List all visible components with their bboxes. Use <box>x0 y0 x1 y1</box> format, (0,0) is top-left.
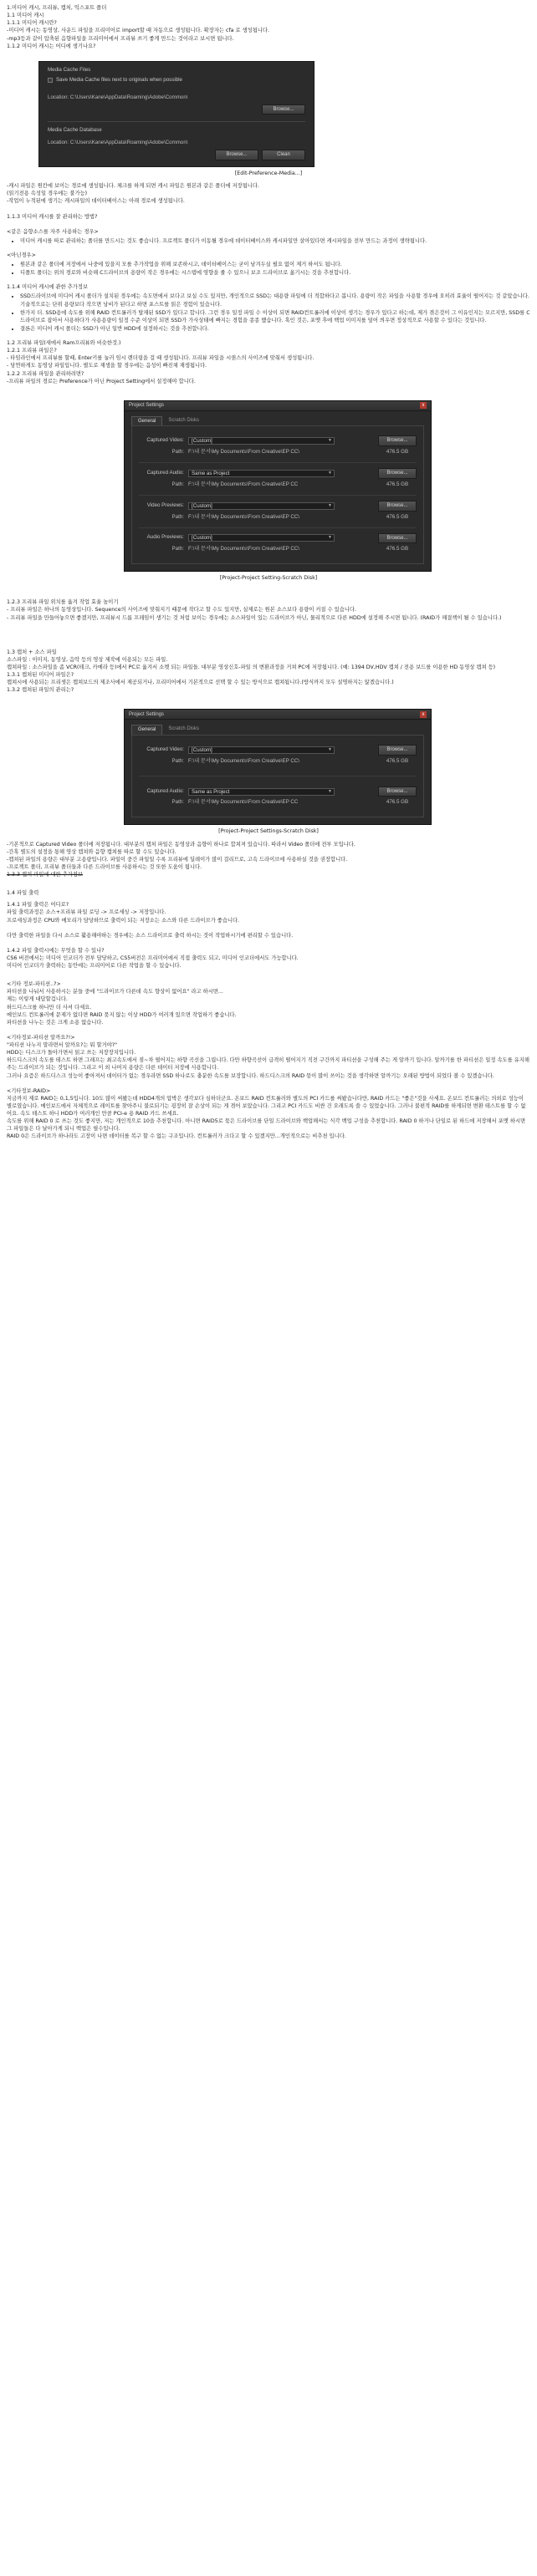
path-value: F:\내 문서\My Documents\From Creative\EP CC <box>188 481 299 487</box>
captured-audio-select[interactable]: Same as Project ▼ <box>188 470 335 477</box>
media-cache-panel <box>38 61 315 167</box>
paragraph: 지금까지 제로 RAID는 0,1,5입니다. 10도 많이 써봤는데 HDD4개의 압박은 생각보다 심하더군요. 온보드 RAID 컨트롤러와 별도의 PCI 카드를 써봤습니다만, RAID 카드는 "좋은"것을 사세요. 온보드 컨트롤러는 의외로 성능이 별로였습니다. 메인보드에서 자체적으로 레이트를 찾아주니 불로되기는 굉장히 잘 손상이 되는 게 겪어 보았습니다. 그리고 PCI 카드도 비싼 건 오래도록 쓸 수 있었습니다. 그러나 불편적 RAID를 하게되면 변환 테스트를 할 수 없어요. 속도 테스트 하니 HDD가 여러개인 만큼 PCI-e 용 RAID 카드 쓰세요. <box>7 1095 526 1117</box>
disk-size: 476.5 GB <box>386 799 409 806</box>
setting-label: Captured Video: <box>146 437 184 444</box>
media-cache-files-title: Media Cache Files <box>48 66 91 73</box>
subheading: <기타정보-파티션 알까요?!> <box>7 1034 75 1041</box>
project-settings-dialog <box>124 400 432 572</box>
setting-label: Captured Audio: <box>146 470 184 476</box>
heading-1-4-1: 1.4.1 파일 출력은 어디로? <box>7 902 69 909</box>
disk-size: 476.5 GB <box>386 481 409 487</box>
paragraph: - 당연하게도 동영상 파일입니다. 별도로 재생을 할 경우에는 음성이 빠진채 재생됩니다. <box>7 363 207 369</box>
section-output-options <box>7 947 530 970</box>
paragraph: -프리뷰 파일의 경로는 Preference가 아닌 Project Setting에서 설정해야 합니다. <box>7 378 196 384</box>
chevron-down-icon: ▼ <box>328 502 332 508</box>
section-capture <box>7 649 530 695</box>
tab-general[interactable]: General <box>131 416 162 426</box>
paragraph: -캡쳐된 파일의 용량은 대부분 고용량입니다. 파일이 중간 파일일 수록 프리뷰에 딜레이가 많이 걸리므로, 고속 드라이브에 사용하실 것을 권장합니다. <box>7 856 348 863</box>
paragraph: -작업이 누적된에 생기는 캐시파일의 데이터베이스는 아래 경로에 생성됩니다. <box>7 198 185 205</box>
browse-button[interactable]: Browse... <box>378 533 417 544</box>
chevron-down-icon: ▼ <box>328 535 332 541</box>
chevron-down-icon: ▼ <box>328 471 332 476</box>
paragraph: 그러나 요즘은 하드디스크 성능이 좋아져서 데이터가 없는 경우라면 SSD 하나로도 충분한 속도를 보장합니다. 하드디스크의 RAID 묶이 많이 쓰이는 것을 생각하면 알까기는 오래된 방법이 되었다 볼 수 있겠습니다. <box>7 1072 494 1079</box>
bullet-list <box>7 237 530 245</box>
browse-button[interactable]: Browse... <box>378 435 417 446</box>
paragraph: 프로세싱과정은 CPU와 메모리가 담당하므로 출력이 되는 저장소는 소스와 다른 드라이브가 좋습니다. <box>7 917 240 924</box>
db-browse-button[interactable]: Browse... <box>215 150 258 160</box>
heading-1-4-2: 1.4.2 파일 출력시에는 무엇을 할 수 있나? <box>7 947 105 954</box>
media-cache-db-title: Media Cache Database <box>48 127 102 134</box>
section-output <box>7 889 530 924</box>
path-value: F:\내 문서\My Documents\From Creative\EP CC\ <box>188 449 299 456</box>
paragraph: HDD는 디스크가 돌아가면서 읽고 쓰는 저장장치입니다. <box>7 1050 136 1056</box>
video-previews-group: Video Previews: [Custom] ▼ Browse... Path: F:\내 문서\My Documents\From Creative\EP CC\ 476.5 GB <box>139 496 417 528</box>
browse-button[interactable]: Browse... <box>378 787 417 797</box>
heading-1-2-1: 1.2.1 프리뷰 파일은? <box>7 348 57 354</box>
paragraph: - 프리뷰 파일은 하나의 동영상입니다. Sequence의 사이즈에 맞춰지기 때문에 작다고 할 수도 있지만, 실제로는 원본 소스보다 용량이 커질 수 있습니다. <box>7 607 357 613</box>
chevron-down-icon: ▼ <box>328 746 332 752</box>
list-item: • 디폴트 폴더는 위의 경로와 비슷해 C드라이브의 용량이 작은 경우에는 시스템에 영향을 줄 수 있으니 보조 드라이브로 옮기시는 것을 추천합니다. <box>20 269 530 277</box>
tab-scratch-disks[interactable]: Scratch Disks <box>168 726 200 732</box>
paragraph: 파티션을 나누는 것은 크게 소용 없습니다. <box>7 1019 104 1026</box>
heading-1-3-1: 1.3.1 캡쳐된 미디어 파일은? <box>7 672 74 679</box>
location-label: Location: <box>48 140 69 146</box>
list-item: • 한가지 더. SSD용에 속도를 위해 RAID 컨트롤러가 탑재된 SSD가 있다고 합니다. 그런 경우 일정 파일 수 이상이 되면 RAID컨트롤러에 이상이 생기는 경우가 있다고 하는데, 제가 겪은것이 그 이유인지는 모르지만, SSD를 C드라이브로 잡아서 사용하다가 사용용량이 일정 수준 이상이 되면 SSD가 가사상태에 빠지는 경험을 종종 했습니다. 혹인 것은, 포맷 후에 백업 이미지를 덮어 씌우면 정상적으로 사용할 수 있다는 것입니다. <box>20 309 530 324</box>
save-next-to-originals-checkbox[interactable] <box>48 78 53 83</box>
browse-button[interactable]: Browse... <box>378 745 417 756</box>
heading-1-2-3: 1.2.3 프리뷰 파일 위치를 옮겨 작업 효율 높이기 <box>7 599 119 606</box>
intro-section <box>7 4 530 50</box>
heading-1-4: 1.4 파일 출력 <box>7 890 39 897</box>
disk-size: 476.5 GB <box>386 449 409 456</box>
audio-previews-group: Audio Previews: [Custom] ▼ Browse... Path: F:\내 문서\My Documents\From Creative\EP CC\ 476.5 GB <box>139 528 417 560</box>
captured-audio-group: Captured Audio: Same as Project ▼ Browse... Path: F:\내 문서\My Documents\From Creative\EP CC 476.5 GB <box>139 776 417 813</box>
tab-scratch-disks[interactable]: Scratch Disks <box>168 417 200 423</box>
list-item: • 원본과 같은 폴더에 저장에서 나중에 있을지 모를 추가작업을 위해 보존하시고, 데이터베이스는 굳이 남겨두실 필요 없이 제거 하셔도 됩니다. <box>20 261 530 268</box>
disk-size: 476.5 GB <box>386 546 409 552</box>
paragraph: - 타임라인에서 프리뷰를 할때, Enter키를 눌러 임시 렌더링을 걸 때 생성됩니다. 프리뷰 파일을 시퀀스의 사이즈에 맞춰서 생성됩니다. <box>7 355 315 362</box>
captured-audio-select[interactable]: Same as Project ▼ <box>188 788 335 796</box>
list-item: • SSD드라이브에 미디어 캐시 폴더가 설치된 경우에는 속도면에서 보다고 보실 수도 있지만, 개인적으로 SSD는 대용량 파일에 더 적합하다고 봅니다. 용량이 작은 파일을 사용할 경우에 오히려 효율이 떨어지는 것 같았습니다. 기술적으로는 단위 용량보다 작으면 낭비가 된다고 하면 포스트를 읽은 경험이 있습니다. <box>20 293 530 308</box>
section-short-stroking <box>7 1034 530 1080</box>
subheading: <기타정보-RAID> <box>7 1087 51 1094</box>
paragraph: CS6 버전에서는 미디어 인코더가 전부 담당하고, CS5버전은 프리미어에서 직접 출력도 되고, 미디어 인코더에서도 가능합니다. <box>7 955 299 961</box>
paragraph: 캡쳐시에 사용되는 프리셋은 캡쳐보드의 제조사에서 제공되거나, 프리미어에서 기본적으로 선택 할 수 있는 방식으로 캡쳐됩니다.(방식까지 모두 설명하지는 않겠습니다.) <box>7 680 394 686</box>
browse-button[interactable]: Browse... <box>378 501 417 512</box>
chevron-down-icon: ▼ <box>328 788 332 794</box>
setting-label: Audio Previews: <box>146 534 184 541</box>
list-item: • 결론은 미디어 캐시 폴더는 SSD가 아닌 일반 HDD에 설정하시는 것을 추천합니다. <box>20 325 530 333</box>
dialog-title: Project Settings <box>129 402 165 408</box>
bullet-list <box>7 293 530 333</box>
paragraph: -프로젝트 폴더, 프리뷰 폴더들과 다른 드라이브를 사용하시는 것 또한 도움이 됩니다. <box>7 863 202 870</box>
paragraph: "파티션 나누지 말라면서 알까요?는 뭐 할거야?" <box>7 1042 117 1049</box>
heading-1-1-3: 1.1.3 미디어 캐시를 잘 관리하는 방법? <box>7 213 98 220</box>
section-preview <box>7 339 530 385</box>
path-value: F:\내 문서\My Documents\From Creative\EP CC\ <box>188 513 299 520</box>
captured-video-group: Captured Video: [Custom] ▼ Browse... Path: F:\내 문서\My Documents\From Creative\EP CC\ 476.5 GB <box>139 430 417 463</box>
tab-general[interactable]: General <box>131 725 162 735</box>
disk-size: 476.5 GB <box>386 757 409 764</box>
section-raid <box>7 1087 530 1141</box>
paragraph: 메인보드 컨트롤러에 문제가 없다면 RAID 묶지 않는 이상 HDD가 여러개 있으면 작업하기 좋습니다. <box>7 1011 237 1018</box>
close-icon[interactable]: x <box>420 711 427 718</box>
subheading: <기타 정보-파티션..?> <box>7 981 61 988</box>
browse-button[interactable]: Browse... <box>378 468 417 479</box>
heading-1-1: 1.1 미디어 캐시 <box>7 13 44 19</box>
paragraph: 소스파일 : 이미지, 동영상, 음악 등의 영상 제작에 이용되는 모든 파일. <box>7 656 168 663</box>
path-value: F:\내 문서\My Documents\From Creative\EP CC\ <box>188 546 299 552</box>
close-icon[interactable]: x <box>420 402 427 409</box>
paragraph: 미디어 인코더가 출력하는 동안에는 프리미어로 다른 작업을 할 수 있습니다. <box>7 963 182 970</box>
checkbox-label: Save Media Cache files next to originals when possible <box>56 76 182 83</box>
dialog-title: Project Settings <box>129 711 165 717</box>
project-settings-dialog-2 <box>124 709 432 825</box>
captured-video-group: Captured Video: [Custom] ▼ Browse... Path: F:\내 문서\My Documents\From Creative\EP CC\ 476.5 GB <box>139 740 417 776</box>
video-previews-select[interactable]: [Custom] ▼ <box>188 502 335 510</box>
setting-label: Captured Audio: <box>146 787 184 794</box>
paragraph: 파티션을 나눠서 사용하시는 분들 중에 "드라이브가 다른데 속도 향상이 없어요" 라고 하시면... <box>7 989 223 995</box>
db-location-path: C:\Users\Kane\AppData\Roaming\Adobe\Common\ <box>69 140 188 146</box>
paragraph: 파일 출력과정은 소스+프리뷰 파일 로딩 -> 프로세싱 -> 저장입니다. <box>7 909 166 916</box>
list-item: • 미디어 캐시를 따로 관리하는 폴더를 만드시는 것도 좋습니다. 프로젝트 폴더가 이동될 경우에 데이터베이스와 캐시파일만 살아있다면 캐시파일을 전부 만드는 과정이 생략됩니다. <box>20 237 530 245</box>
paragraph: 속도를 위해 RAID 0 로 쓰는 것도 좋지만, 저는 개인적으로 10을 추천합니다. 아니면 RAID5로 묶은 드라이브를 단일 드라이브와 백업해서는 식각 백업 구성을 추천합니다. RAID 0 하거나 단일로 된 하드에 저장해서 포맷 하시면 그 파일들은 다 날아가게 되니 백업은 필수입니다. <box>7 1118 526 1133</box>
heading-1: 1.미디어 캐시, 프리뷰, 캡처, 익스포트 폴더 <box>7 5 107 11</box>
paragraph: 제는 이렇게 대답할겁니다. <box>7 996 68 1003</box>
paragraph: - 프리뷰 파일을 만들어놓으면 좋겠지만, 프리뷰시 드롭 프레임이 생기는 것 처럼 보이는 경우에는 소스파일이 있는 드라이브가 아닌, 물리적으로 다른 HDD에 설정해 주시면 됩니다. (RAID가 해결책이 될 수 있습니다.) <box>7 614 502 621</box>
figure-caption: [Project-Project Setting-Scratch Disk] <box>219 575 318 582</box>
paragraph: 다만 출력한 파일을 다시 소스로 활용해야하는 경우에는 소스 드라이브로 출력 하시는 것이 작업하시기에 편리할 수 있습니다. <box>7 932 294 939</box>
heading-1-3-3: 1.3.3 캡쳐 파일에 대한 추가정보 <box>7 872 83 878</box>
paragraph: 하드디스크를 하나만 더 사셔 다세요. <box>7 1004 92 1011</box>
section-partition <box>7 980 530 1026</box>
paragraph: (읽기전용 속성일 경우에는 불가능) <box>7 191 88 197</box>
section-cache-location <box>7 182 530 205</box>
document-page <box>0 0 537 1141</box>
location-label: Location: <box>48 94 69 100</box>
captured-video-select[interactable]: [Custom] ▼ <box>188 437 335 445</box>
figure-caption: [Project-Project Settings-Scratch Disk] <box>218 828 319 835</box>
section-capture-management <box>7 841 530 879</box>
paragraph: -간혹 별도의 설정을 통해 영상 캡쳐와 음향 캡쳐를 따로 할 수도 있습니다. <box>7 848 176 855</box>
heading-1-3-2: 1.3.2 캡쳐된 파일의 관리는? <box>7 687 74 694</box>
disk-size: 476.5 GB <box>386 513 409 520</box>
heading-1-2-2: 1.2.2 프리뷰 파일을 관리하려면? <box>7 370 84 377</box>
paragraph: 캡쳐파일 : 소스파일을 좀 VCR(테크, 카메라 등)에서 PC로 옮겨서 소켓 되는 파일들. 대부분 영상신호-파일 의 변환과정을 거쳐 PC에 저장됩니다. (예: 1394 DV,HDV 캡쳐 / 전용 보드를 이용한 HD 동영상 캡쳐 등) <box>7 664 496 670</box>
path-value: F:\내 문서\My Documents\From Creative\EP CC\ <box>188 757 299 764</box>
subheading: <같은 음향소스를 자주 사용하는 경우> <box>7 228 99 235</box>
path-value: F:\내 문서\My Documents\From Creative\EP CC <box>188 799 299 806</box>
audio-previews-select[interactable]: [Custom] ▼ <box>188 534 335 542</box>
bullet-list <box>7 261 530 277</box>
heading-1-1-2: 1.1.2 미디어 캐시는 어디에 생기나요? <box>7 43 96 49</box>
paragraph: RAID 0은 드라이브가 하나라도 고장이 나면 데이터를 복구 할 수 없는 구조입니다. 컨트롤러가 크다고 할 수 있겠지만...개인적으로는 비추천 입니다. <box>7 1133 346 1140</box>
files-browse-button[interactable]: Browse... <box>262 104 305 115</box>
paragraph: -캐시 파일은 원칸에 보이는 경로에 생성됩니다. 체크를 하게 되면 캐시 파일은 원본과 같은 폴더에 저장됩니다. <box>7 183 259 190</box>
section-preview-location <box>7 598 530 621</box>
chevron-down-icon: ▼ <box>328 438 332 444</box>
heading-1-1-1: 1.1.1 미디어 캐시란? <box>7 20 57 27</box>
captured-audio-group: Captured Audio: Same as Project ▼ Browse... Path: F:\내 문서\My Documents\From Creative\EP CC 476.5 GB <box>139 463 417 496</box>
clean-button[interactable]: Clean <box>262 150 305 160</box>
heading-1-2: 1.2 프리뷰 파일(새에서 Ram프리뷰와 비슷한것.) <box>7 340 121 347</box>
paragraph: 하드디스크의 속도를 테스트 하면 그래프는 최고속도에서 점~차 떨어지는 하향 곡선을 그립니다. 다만 하향곡선이 급격히 떨어지기 직전 구간까지 파티션을 구성해 주는 게 알까기 입니다. 알까기를 한 파티션은 일정 속도를 유지해 주는 드라이브가 되는 것입니다. 그리고 이 외 나머지 용량은 다른 데이터 저장에 사용합니다. <box>7 1057 529 1072</box>
paragraph: -기본적으로 Captured Video 폴더에 저장됩니다. 대부분의 캡처 파일은 동영상과 음향이 하나로 합쳐져 있습니다. 따라서 Video 폴더에 전부 모입니다. <box>7 841 355 848</box>
paragraph: -미디어 캐시는 동영상, 사운드 파일을 프리미어로 import할 때 자동으로 생성됩니다. 확장자는 cfa 로 생성됩니다. <box>7 28 270 34</box>
files-location-path: C:\Users\Kane\AppData\Roaming\Adobe\Common\ <box>69 94 188 100</box>
figure-caption: [Edit-Preference-Media...] <box>234 171 303 177</box>
subheading: <아닌경우> <box>7 252 36 258</box>
paragraph: -mp3등과 같이 압축된 음향파일을 프리미어에서 프리뷰 쓰기 좋게 만드는 것이라고 보시면 됩니다. <box>7 35 234 42</box>
setting-label: Video Previews: <box>146 501 184 508</box>
heading-1-1-4: 1.1.4 미디어 캐시에 관한 추가정보 <box>7 284 89 291</box>
heading-1-3: 1.3 캡처 + 소스 파일 <box>7 649 57 655</box>
setting-label: Captured Video: <box>146 746 184 752</box>
captured-video-select[interactable]: [Custom] ▼ <box>188 746 335 754</box>
